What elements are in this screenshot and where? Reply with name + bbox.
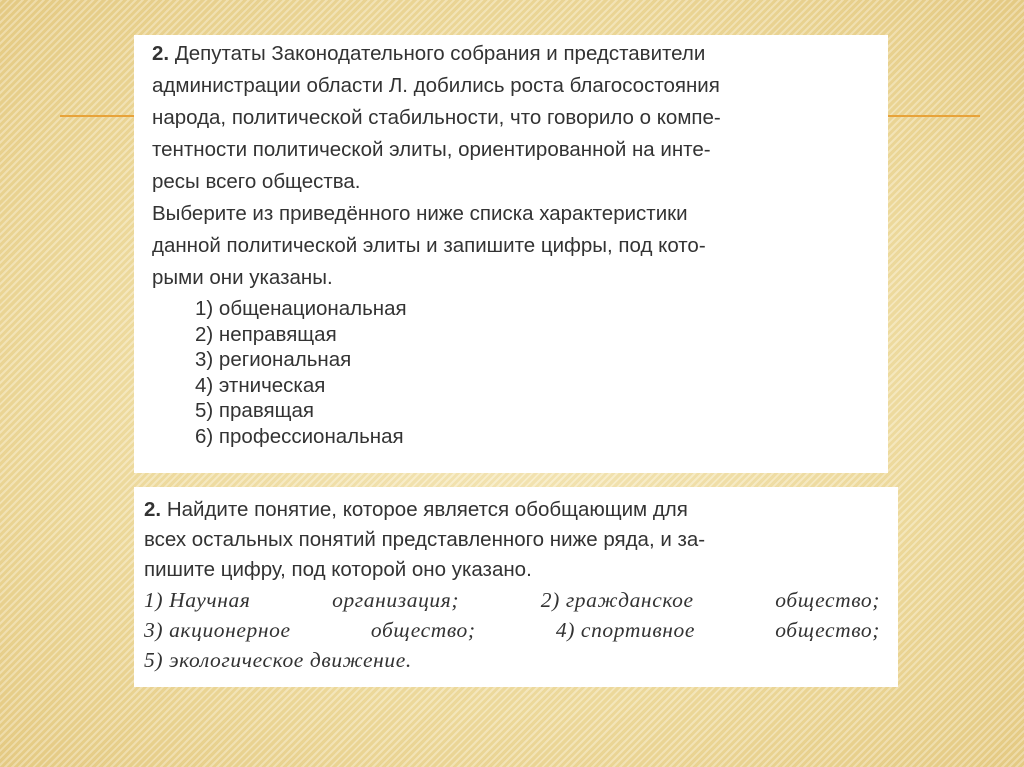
concept-item: общество; — [775, 588, 880, 612]
task-line: Выберите из приведённого ниже списка характеристики — [152, 202, 688, 225]
task-line: рыми они указаны. — [152, 266, 333, 289]
question-text — [152, 38, 872, 294]
option-item: 4) этническая — [195, 373, 326, 397]
intro-line: Депутаты Законодательного собрания и представители — [174, 42, 706, 65]
question-card-elite — [134, 35, 888, 473]
option-item: 6) профессиональная — [195, 424, 404, 448]
question-number: 2. — [144, 498, 162, 521]
options-list — [152, 296, 872, 449]
concept-item: общество; — [775, 618, 880, 642]
concept-item: организация; — [332, 588, 460, 612]
task-line: пишите цифру, под которой оно указано. — [144, 558, 532, 581]
task-line: всех остальных понятий представленного ниже ряда, и за- — [144, 528, 706, 551]
intro-line: народа, политической стабильности, что говорило о компе- — [152, 106, 721, 129]
decorative-line-left — [60, 115, 138, 117]
question-card-concept — [134, 487, 898, 687]
task-line: Найдите понятие, которое является обобщающим для — [166, 498, 688, 521]
intro-line: ресы всего общества. — [152, 170, 361, 193]
question-number: 2. — [152, 42, 170, 65]
concept-item: 1) Научная — [144, 588, 251, 612]
concept-item: 4) спортивное — [555, 618, 696, 642]
option-item: 1) общенациональная — [195, 297, 407, 320]
question-text — [144, 495, 880, 585]
concept-item: 3) акционерное — [144, 618, 291, 642]
intro-line: тентности политической элиты, ориентированной на инте- — [152, 138, 711, 161]
concept-item-last: 5) экологическое движение. — [144, 648, 412, 672]
decorative-line-right — [888, 115, 980, 117]
option-item: 3) региональная — [195, 348, 352, 371]
option-item: 2) неправящая — [195, 322, 337, 346]
concept-row — [144, 585, 880, 615]
concept-row — [144, 615, 880, 645]
intro-line: администрации области Л. добились роста благосостояния — [152, 74, 720, 97]
task-line: данной политической элиты и запишите цифры, под кото- — [152, 234, 706, 257]
concept-item: общество; — [370, 618, 476, 642]
concept-item: 2) гражданское — [540, 588, 694, 612]
option-item: 5) правящая — [195, 399, 314, 422]
